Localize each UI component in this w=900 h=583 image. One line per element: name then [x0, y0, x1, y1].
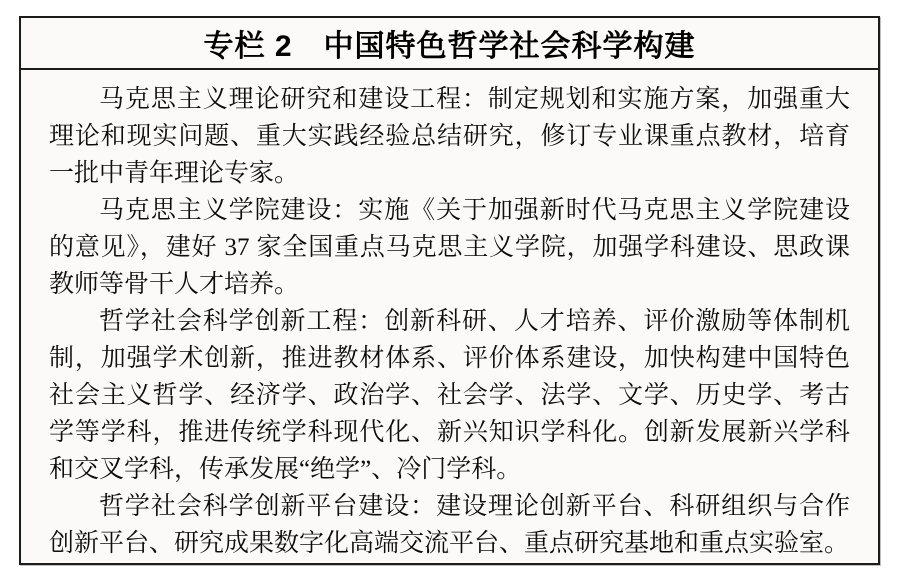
text-line: 和交叉学科，传承发展“绝学”、冷门学科。: [49, 456, 522, 483]
paragraph: [49, 192, 850, 303]
column-box: [19, 16, 880, 565]
text-line: 教师等骨干人才培养。: [49, 271, 300, 298]
text-line: 马克思主义理论研究和建设工程：制定规划和实施方案，加强重大: [99, 86, 850, 113]
text-line: 一批中青年理论专家。: [49, 160, 300, 187]
text-line: 理论和现实问题、重大实践经验总结研究，修订专业课重点教材，培育: [49, 123, 850, 150]
text-line: 制，加强学术创新，推进教材体系、评价体系建设，加快构建中国特色: [49, 345, 850, 372]
column-body: [21, 70, 878, 562]
text-line: 哲学社会科学创新工程：创新科研、人才培养、评价激励等体制机: [99, 308, 850, 335]
text-line: 社会主义哲学、经济学、政治学、社会学、法学、文学、历史学、考古: [49, 382, 850, 409]
text-line: 哲学社会科学创新平台建设：建设理论创新平台、科研组织与合作: [99, 493, 850, 520]
text-line: 创新平台、研究成果数字化高端交流平台、重点研究基地和重点实验室。: [49, 530, 850, 557]
text-line: 的意见》，建好 37 家全国重点马克思主义学院，加强学科建设、思政课: [49, 234, 850, 261]
paragraph: [49, 81, 850, 192]
paragraph: [49, 488, 850, 562]
text-line: 马克思主义学院建设：实施《关于加强新时代马克思主义学院建设: [99, 197, 850, 224]
text-line: 学等学科，推进传统学科现代化、新兴知识学科化。创新发展新兴学科: [49, 419, 850, 446]
paragraph: [49, 303, 850, 488]
column-title: 专栏 2 中国特色哲学社会科学构建: [21, 18, 878, 70]
